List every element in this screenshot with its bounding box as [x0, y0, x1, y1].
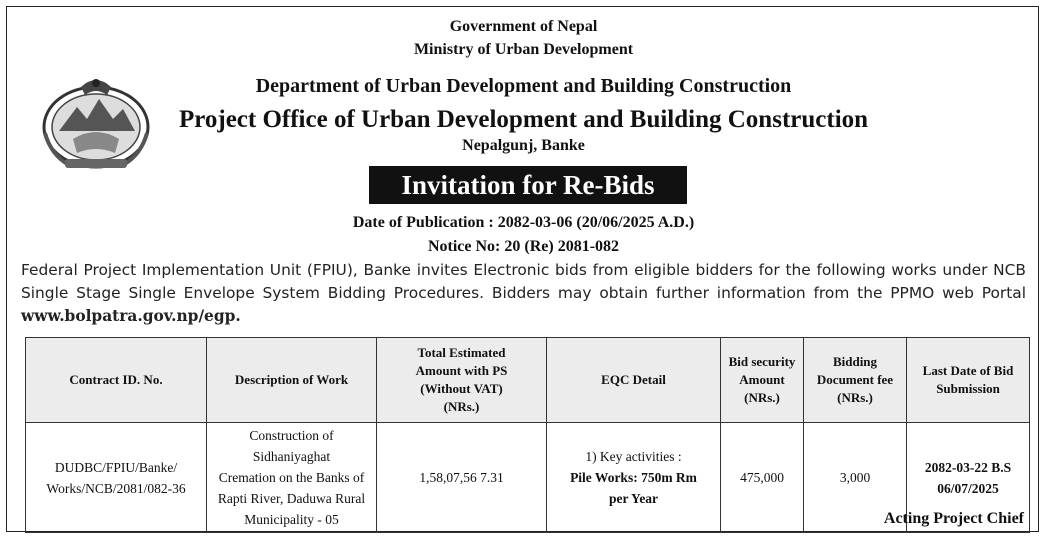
bid-notice: [6, 6, 1039, 532]
project-office-name: Project Office of Urban Development and Building Construction: [178, 106, 869, 133]
header-amount: Total Estimated Amount with PS (Without VAT) (NRs.): [377, 338, 547, 423]
header-last-date: Last Date of Bid Submission: [907, 338, 1030, 423]
cell-amount: 1,58,07,56 7.31: [377, 423, 547, 533]
header-description: Description of Work: [207, 338, 377, 423]
notice-number: Notice No: 20 (Re) 2081-082: [427, 238, 620, 255]
ministry-name: Ministry of Urban Development: [413, 41, 634, 58]
header-eqc: EQC Detail: [547, 338, 721, 423]
cell-eqc: 1) Key activities : Pile Works: 750m Rm per Year: [547, 423, 721, 533]
notice-title: Invitation for Re-Bids: [369, 166, 687, 204]
table-row: [26, 423, 1030, 533]
office-location: Nepalgunj, Banke: [462, 137, 585, 154]
bid-table: [25, 337, 1030, 533]
header-document-fee: Bidding Document fee (NRs.): [804, 338, 907, 423]
signature-title: Acting Project Chief: [883, 510, 1024, 527]
intro-text: Federal Project Implementation Unit (FPIU), Banke invites Electronic bids from eligible bidders for the following works under NCB Single Stage Single Envelope System Bidding Procedures. Bidders may obtain further information from the PPMO web Portal: [21, 261, 1026, 302]
header-bid-security: Bid security Amount (NRs.): [721, 338, 804, 423]
cell-document-fee: 3,000: [804, 423, 907, 533]
department-name: Department of Urban Development and Building Construction: [255, 75, 792, 97]
cell-bid-security: 475,000: [721, 423, 804, 533]
table-header-row: [26, 338, 1030, 423]
ppmo-portal-link[interactable]: www.bolpatra.gov.np/egp.: [21, 307, 241, 325]
cell-last-date: 2082-03-22 B.S 06/07/2025: [907, 423, 1030, 533]
publication-date: Date of Publication : 2082-03-06 (20/06/2025 A.D.): [352, 214, 695, 231]
header-contract-id: Contract ID. No.: [26, 338, 207, 423]
government-name: Government of Nepal: [449, 18, 598, 35]
cell-contract-id: DUDBC/FPIU/Banke/ Works/NCB/2081/082-36: [26, 423, 207, 533]
intro-paragraph: [21, 259, 1026, 328]
cell-description: Construction of Sidhaniyaghat Cremation on the Banks of Rapti River, Daduwa Rural Municipality - 05: [207, 423, 377, 533]
